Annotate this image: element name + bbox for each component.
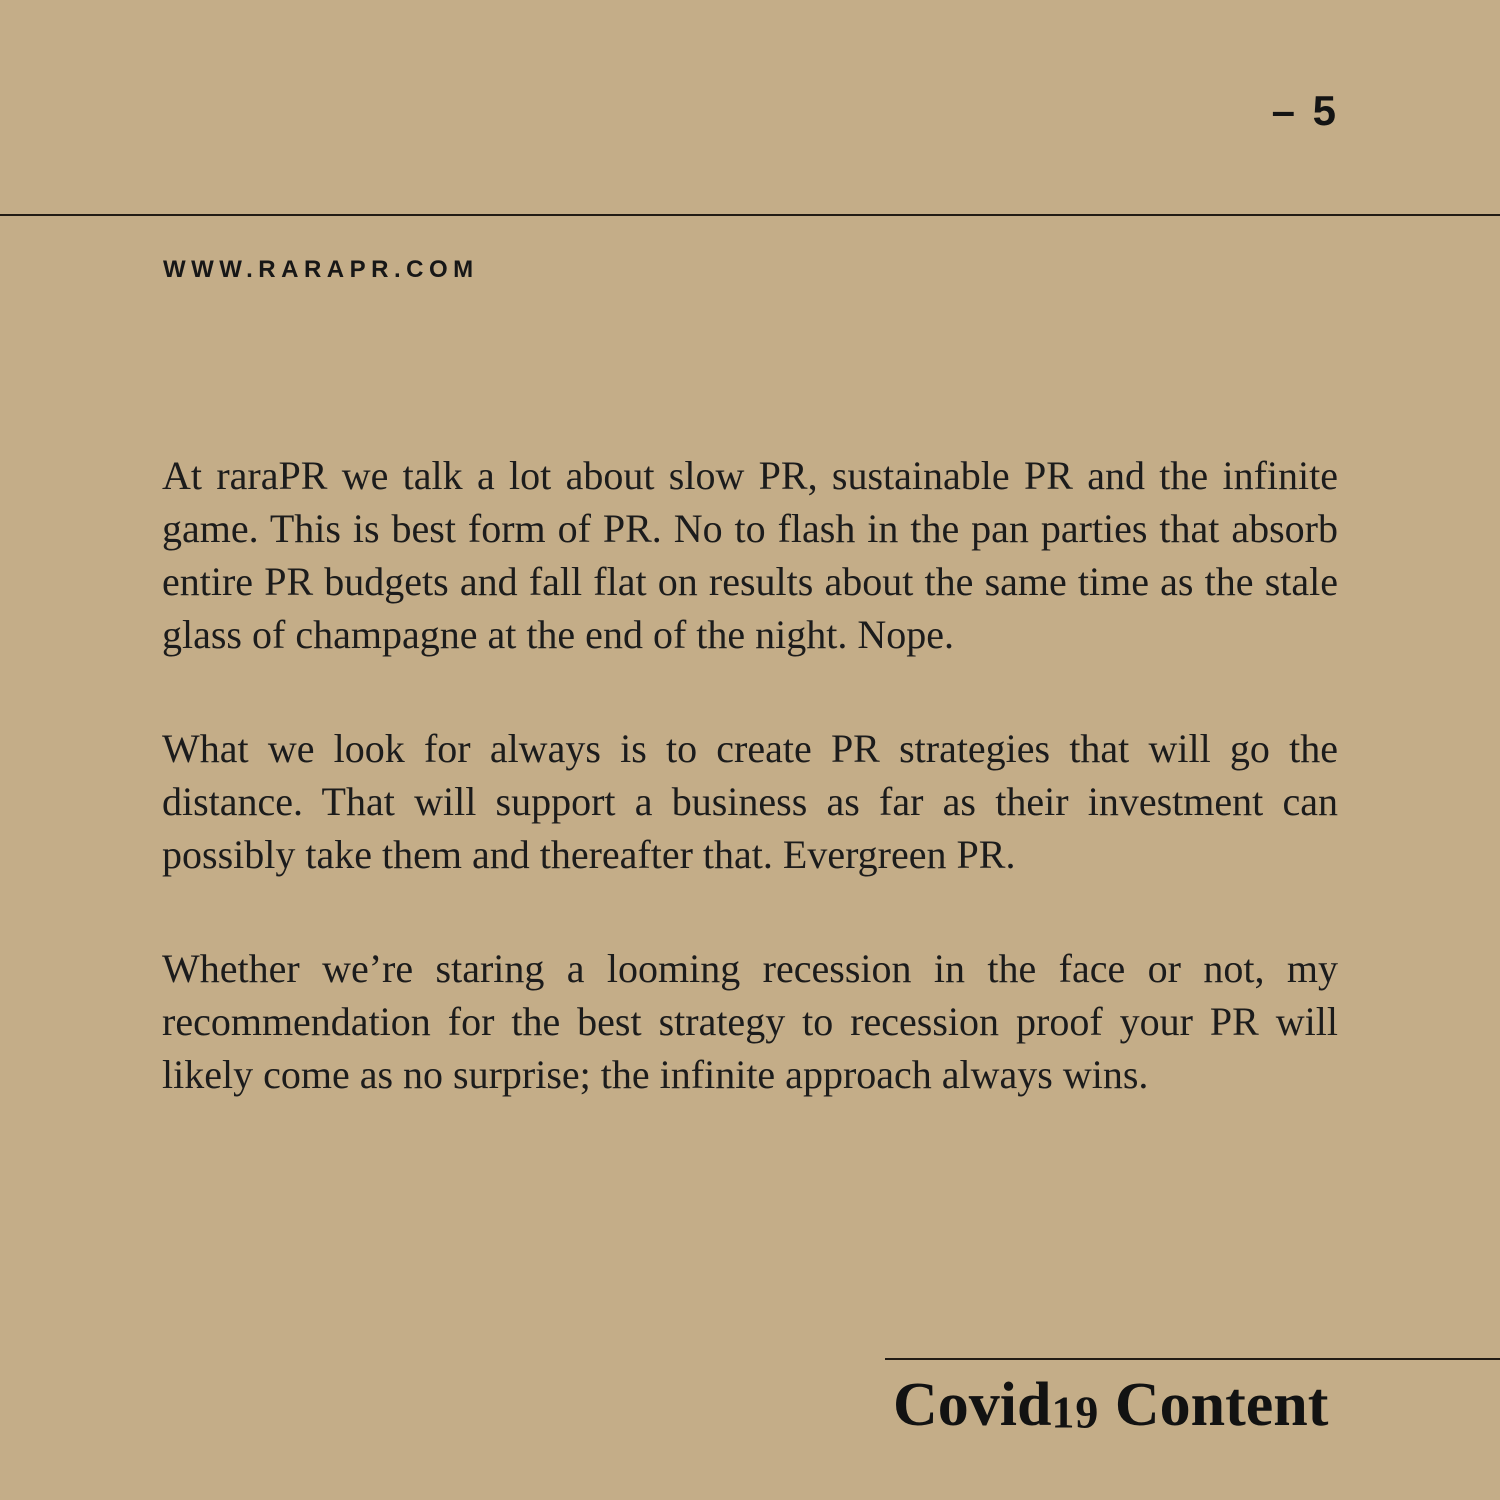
paragraph-evergreen-pr: What we look for always is to create PR strategies that will go the distance. That will support a business as far as their investment can possibly take them and thereafter that. Evergreen PR. <box>162 726 1338 877</box>
page-number: – 5 <box>1271 87 1339 134</box>
series-title <box>893 1371 1329 1439</box>
series-title-prefix: Covid <box>893 1371 1052 1439</box>
series-title-digits: 19 <box>1051 1386 1100 1438</box>
top-divider-line <box>0 214 1500 216</box>
paragraph-recession-proof: Whether we’re staring a looming recession in the face or not, my recommendation for the best strategy to recession proof your PR will likely come as no surprise; the infinite approach always wins. <box>162 946 1338 1097</box>
website-url: WWW.RARAPR.COM <box>163 256 479 283</box>
series-title-suffix: Content <box>1099 1371 1329 1439</box>
body-text-block <box>162 449 1338 1101</box>
paragraph-slow-pr: At raraPR we talk a lot about slow PR, sustainable PR and the infinite game. This is best form of PR. No to flash in the pan parties that absorb entire PR budgets and fall flat on results about the same time as the stale glass of champagne at the end of the night. Nope. <box>162 453 1338 657</box>
footer-divider-line <box>885 1358 1500 1360</box>
